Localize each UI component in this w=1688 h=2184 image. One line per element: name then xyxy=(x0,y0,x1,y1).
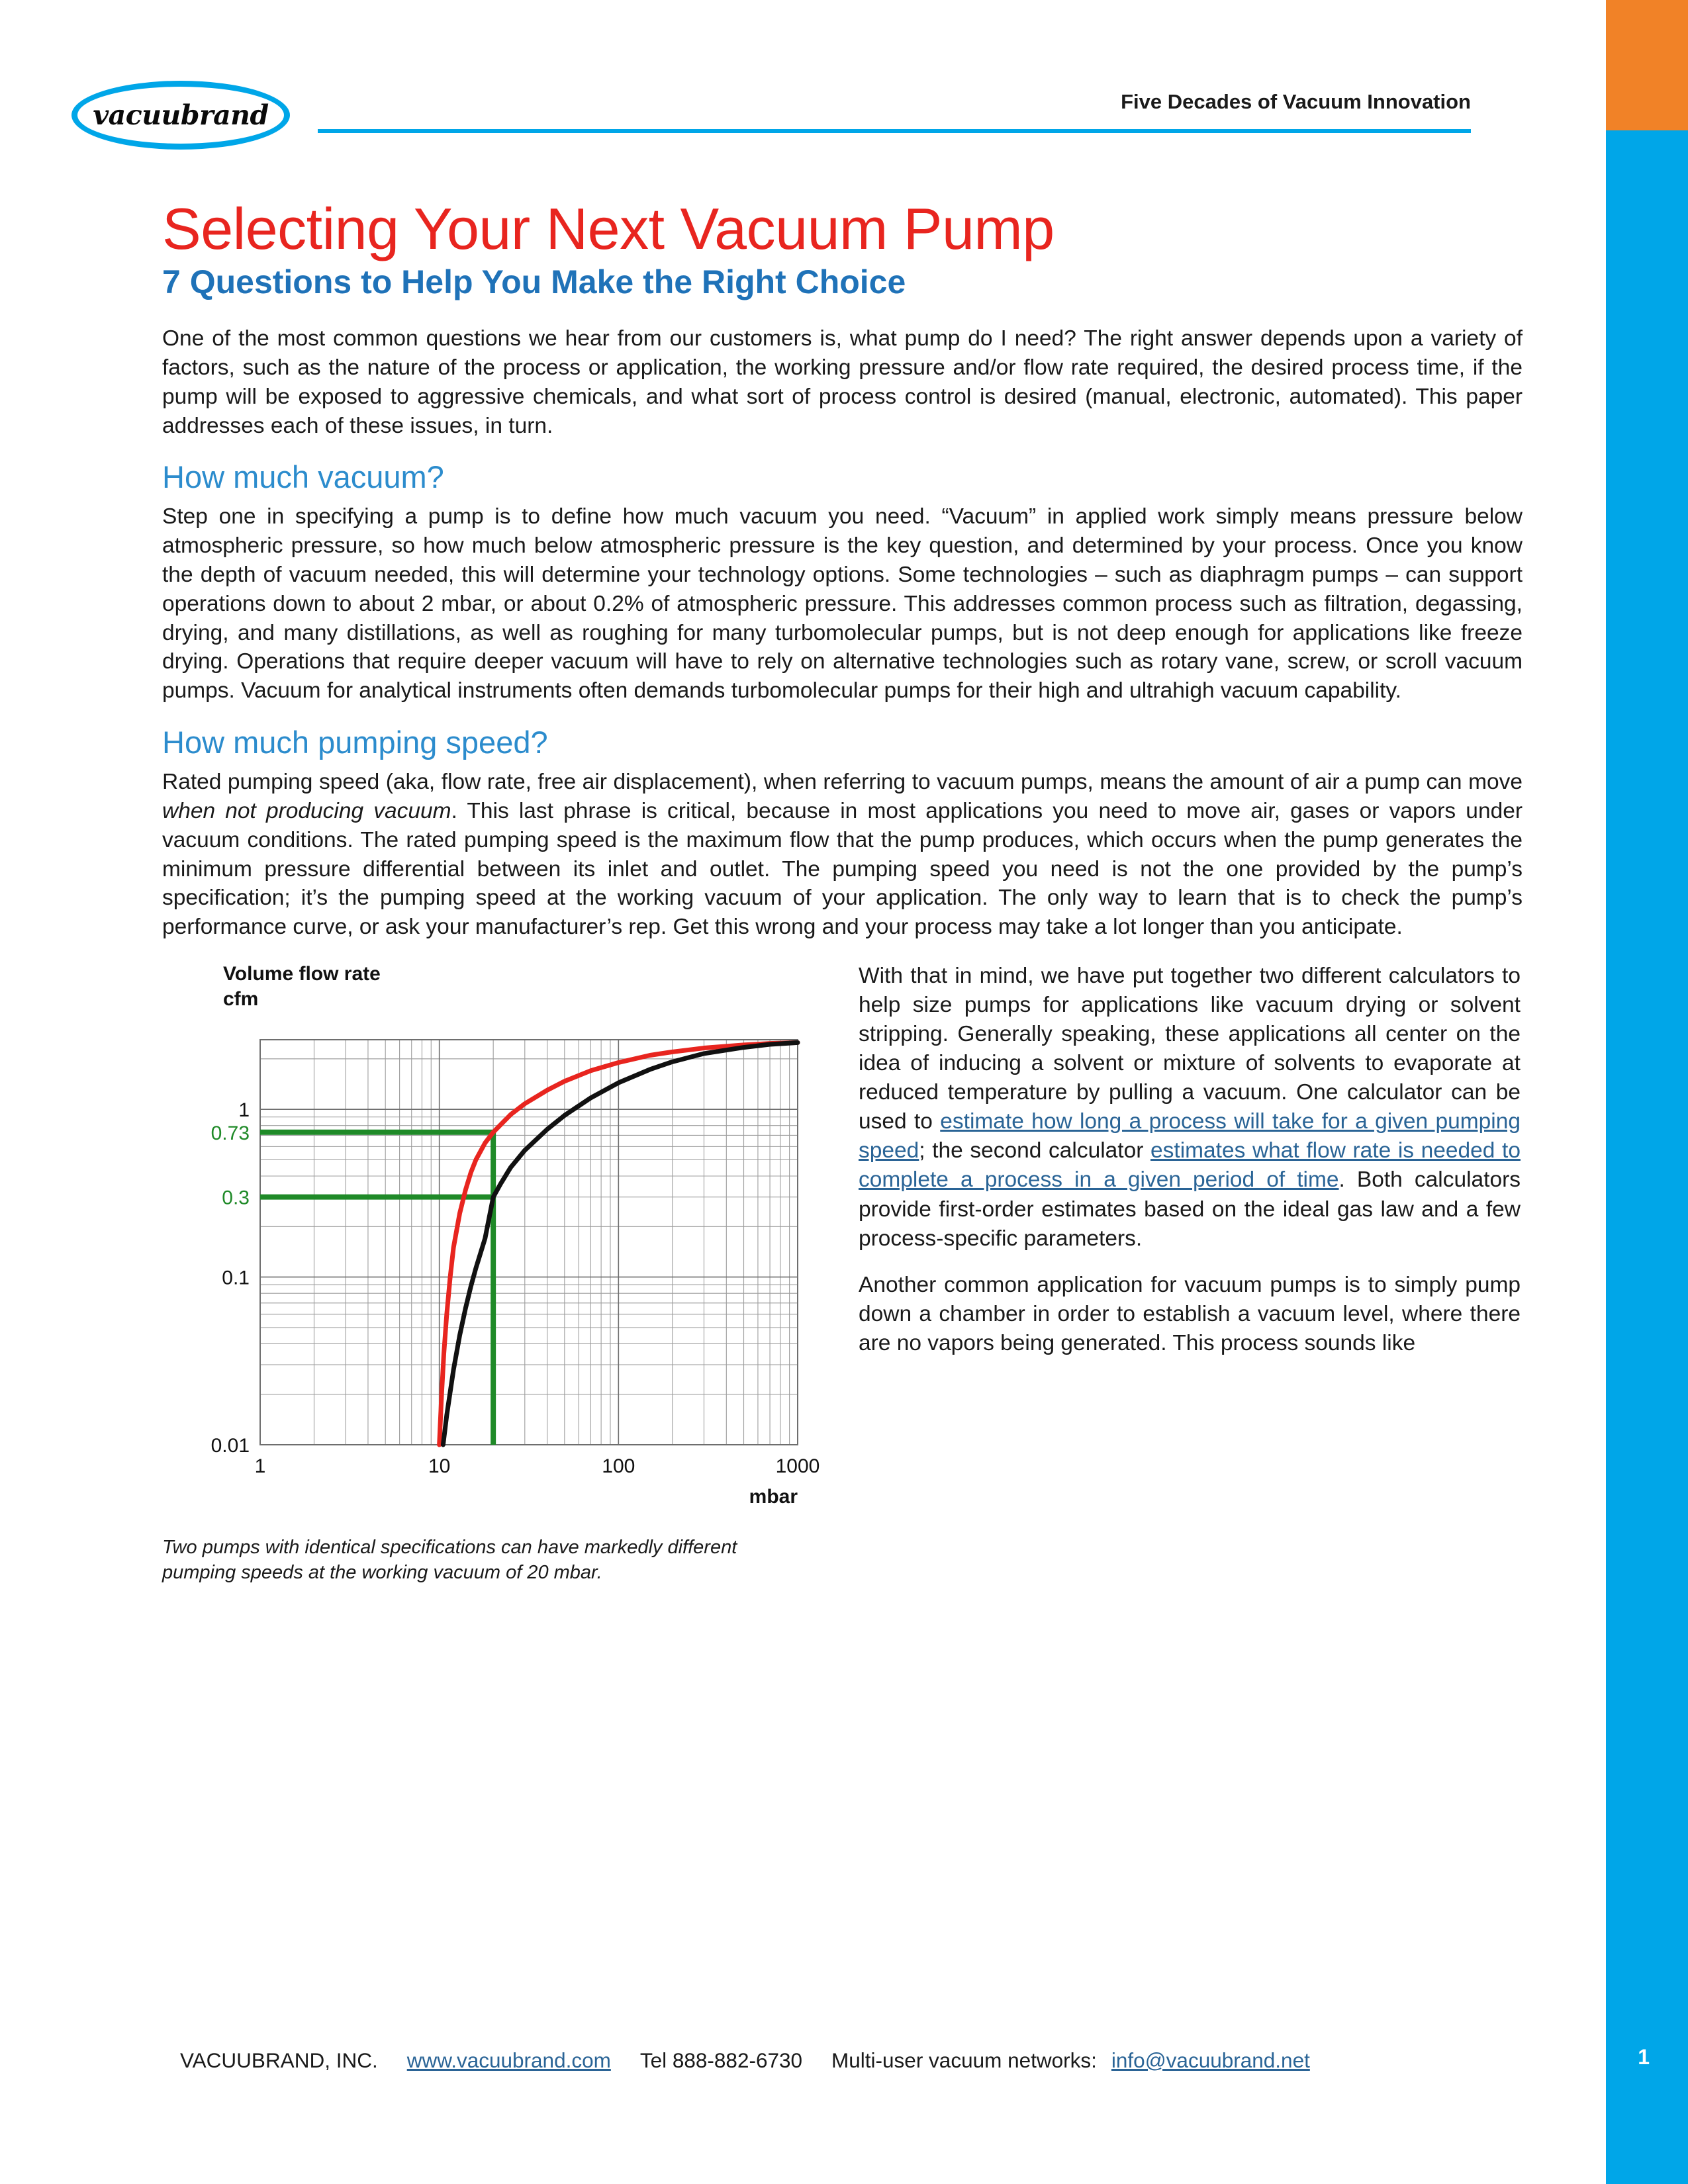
right-paragraph-2: Another common application for vacuum pumps is to simply pump down a chamber in order to establish a vacuum level, where there are no vapors being generated. This process sounds like xyxy=(859,1272,1521,1355)
speed-text-part2: . This last phrase is critical, because in most applications you need to move air, gases or vapors under vacuum conditions. The rated pumping speed is the maximum flow that the pump produces, which occurs when the pump generates the minimum pressure differential between its inlet and outlet. The pumping speed you need is not the one provided by the pump’s specification; it’s the pumping speed at the working vacuum of your application. The only way to learn that is to check the pump’s performance curve, or ask your manufacturer’s rep. Get this wrong and your process may take a lot longer than you anticipate. xyxy=(162,798,1523,940)
link-estimate-flow-rate[interactable]: estimates what flow rate is needed to complete a process in a given period of time xyxy=(859,1138,1521,1193)
document-body xyxy=(162,196,1523,1586)
right-text-column xyxy=(859,962,1521,1375)
section-heading-vacuum: How much vacuum? xyxy=(162,459,444,495)
chart-curve-2 xyxy=(443,1042,798,1445)
pump-performance-chart xyxy=(162,962,824,1531)
speed-text-italic: when not producing vacuum xyxy=(162,798,451,823)
page-title: Selecting Your Next Vacuum Pump xyxy=(162,196,1055,261)
footer-company: VACUUBRAND, INC. xyxy=(180,2048,378,2072)
chart-y-tick-label: 0.73 xyxy=(211,1122,250,1144)
chart-and-text-row xyxy=(162,962,1523,1586)
section-heading-speed: How much pumping speed? xyxy=(162,725,548,760)
header-tagline: Five Decades of Vacuum Innovation xyxy=(1121,90,1471,113)
speed-text-part1: Rated pumping speed (aka, flow rate, free air displacement), when referring to vacuum pumps, means the amount of air a pump can move xyxy=(162,769,1523,794)
chart-y-tick-label: 0.3 xyxy=(222,1187,250,1209)
intro-paragraph: One of the most common questions we hear from our customers is, what pump do I need? The right answer depends upon a variety of factors, such as the nature of the process or application, the working pressure and/or flow rate required, the desired process time, if the pump will be exposed to aggressive chemicals, and what sort of process control is desired (manual, electronic, automated). This paper addresses each of these issues, in turn. xyxy=(162,326,1523,438)
right-paragraph-1 xyxy=(859,962,1521,1253)
chart-column xyxy=(162,962,824,1586)
right-p1-lead: With that in mind, we have put together two different calculators to help size pumps for applications like vacuum drying or solvent stripping. Generally speaking, these applications all center on the idea of inducing a solvent or mixture of solvents to evaporate at reduced temperature by pulling a vacuum. One calculator can be used to xyxy=(859,964,1521,1134)
vacuubrand-logo xyxy=(71,81,298,154)
accent-bar-orange xyxy=(1606,0,1688,130)
page-subtitle: 7 Questions to Help You Make the Right Choice xyxy=(162,263,906,301)
chart-x-tick-label: 100 xyxy=(602,1455,635,1478)
chart-y-axis-title-line1: Volume flow rate xyxy=(223,963,381,985)
footer-telephone: Tel 888-882-6730 xyxy=(639,2048,803,2072)
logo-wordmark: vacuubrand xyxy=(93,99,269,131)
footer-website-link[interactable]: www.vacuubrand.com xyxy=(406,2048,611,2072)
header-divider xyxy=(318,129,1471,133)
page-footer xyxy=(180,2048,1310,2073)
chart-x-tick-label: 1 xyxy=(254,1455,266,1478)
footer-email-link[interactable]: info@vacuubrand.net xyxy=(1111,2048,1310,2072)
section-body-vacuum: Step one in specifying a pump is to define how much vacuum you need. “Vacuum” in applied work simply means pressure below atmospheric pressure, so how much below atmospheric pressure is the key question, and determined by your process. Once you know the depth of vacuum needed, this will determine your technology options. Some technologies – such as diaphragm pumps – can support operations down to about 2 mbar, or about 0.2% of atmospheric pressure. This addresses common process such as filtration, degassing, drying, and many distillations, as well as roughing for many turbomolecular pumps, but is not deep enough for applications like freeze drying. Operations that require deeper vacuum will have to rely on alternative technologies such as rotary vane, screw, or scroll vacuum pumps. Vacuum for analytical instruments often demands turbomolecular pumps for their high and ultrahigh vacuum capability. xyxy=(162,504,1523,704)
svg-text:mbar: mbar xyxy=(749,1486,798,1508)
chart-caption: Two pumps with identical specifications can have markedly different pumping speeds at the working vacuum of 20 mbar. xyxy=(162,1537,737,1584)
chart-x-tick-label: 10 xyxy=(428,1455,451,1478)
page-number: 1 xyxy=(1638,2045,1650,2069)
chart-svg xyxy=(162,962,824,1531)
chart-y-tick-label: 0.1 xyxy=(222,1267,250,1289)
right-p1-mid: ; the second calculator xyxy=(919,1138,1150,1163)
chart-y-tick-label: 1 xyxy=(238,1099,250,1122)
link-estimate-process-time[interactable]: estimate how long a process will take for a given pumping speed xyxy=(859,1109,1521,1163)
section-body-speed xyxy=(162,768,1523,942)
chart-x-tick-label: 1000 xyxy=(775,1455,820,1478)
right-p1-tail: . Both calculators provide first-order estimates based on the ideal gas law and a few process-specific parameters. xyxy=(859,1167,1521,1251)
chart-y-axis-unit: cfm xyxy=(223,987,259,1010)
accent-bar-blue xyxy=(1606,130,1688,2184)
footer-networks-label: Multi-user vacuum networks: xyxy=(831,2048,1097,2072)
chart-y-tick-label: 0.01 xyxy=(211,1435,250,1457)
